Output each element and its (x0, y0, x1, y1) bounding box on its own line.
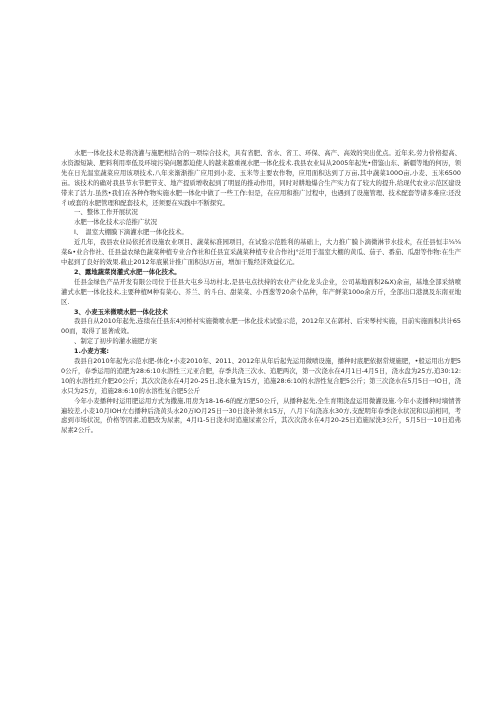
document-body (61, 149, 461, 436)
item-heading-micro-spray: 3、小麦玉米微喷水肥一体化技术 (74, 307, 168, 316)
sprinkler-paragraph: 任县金绿色产品开发有限公司位于任县大屯乡马坊村北,是县屯点扶持的农业产业化龙头企业，公司基地面积2&X)余亩，基地全部采纳喷灌式水肥一体化技术,主要种植M种有菜心、芥兰、的斗白、甜菜菜、小西葱等20余个品种，年产鲜菜100o余万斤，全部出口港澳及东南亚地区. (61, 277, 461, 306)
section-heading-overall: 一、整体工作开展状况 (74, 208, 138, 217)
wheat-plan-paragraph: 我县自2010年起先示范水肥-体化•小麦2010年、2011、2012年从年后起先运用微喷设施，播种时底肥依据常规施肥，•般运用出方肥50公斤，春季运用的追肥为28:6:10水溶性三元亚合肥，存季共浇三次水、追肥两次，第一次浇水在4月1日-4月5日，浇水盘为25方,追30:12:10的水溶性红介肥20公斤；其次次浇水在4月20-25日,浇水量为15方，追施28:6:10的水溶性复合肥5公斤；第三次浇水在5月5日一IO日，浇水只为25方，追施28:6:10的水溶性复合肥5公斤 (61, 357, 461, 395)
intro-paragraph: 水肥一体化技术是将浇灌与施肥相结合的一项综合技术，具有省肥、省水、省工、环保、高产、高效的突出优点。近年来,劳力价格提高、水资源短缺、肥料利用率低及环境污染问题都迫使人的越来越重视水肥一体化技术.我县农业局从2005年起先•借鉴山东、新疆等地的何历，领先在日光温室蔬菜应用该项技术,八年来渐渐推广应用到小麦、玉米等主要农作物，应用面积达到了万亩,其中蔬菜100O亩,小麦、玉米6500亩。该技术的确对我县节水节肥节支、地产提质增收起到了明显的推动作用，同时对耕地爆合生产实力有了较大的提升,给现代农业示范区建设带来了活力.虽然•我们在各种作物实施水肥一体化中做了一些工作:但是，在应用和推广过程中，也遇到了设施管理、技术配套等诸多难应:还没彳i或套的水肥管理和配套技术，还须要在实践中不断探究。 (61, 149, 461, 207)
micro-spray-paragraph: 我县自从2010年起先,连续在任县东4河桥村实施微喷水肥一体化技术试验示范，2012年又在郭村、后宋琴村实施，目前实施面积共计6500而，取得了显著成效。 (61, 317, 461, 336)
subsection-heading-promotion: 水肥一体化技术示范推广状况 (74, 218, 158, 227)
item-heading-sprinkler: 2、露地蔬菜岗灌式水肥一体化技术。 (74, 267, 181, 276)
item-heading-greenhouse-drip: I、 温室大棚膜下滴灌水肥一体化技术。 (74, 228, 188, 237)
wheat-sowing-paragraph: 今年小麦播种时运用肥运用方式为撒施,用房为18-16-6的配方肥50公斤，从播种起先,全生育期浇盘运用微灌设施.今年小麦播种时墒情普遍较差,小麦10月IOH左右播种后浇黄头水20万IO月25日一30日浇补须水15万，八月下旬浇冻水30方,支配明年春季浇水状况和以前相同，考虑到市场状况，价格等因素,追肥改为尿素，4月I1-5日浇水时追施尿素公斤，其次次浇水在4月20-25日追施尿洗3公斤，5月5日一10日追弗尿素2公斤。 (61, 396, 461, 435)
greenhouse-paragraph: 近几年，我县农业局依托省设施农业项目、蔬菜标准园项目，在试验示范胜利的基础上，大力推广膜卜滴微淋节水技术，在任县恒丰¼¼菜&•业合作社、任县益农绿色蔬菜种植专业合作社和任县宜采蔬菜种植专业合作社J°泛用于温室大棚的黄瓜、茄子、番茄、瓜甜等作物:在生产中起到了良好的效果.截止2012年底累计推广面积达I万亩，增加干脆经济效益亿元。 (61, 238, 461, 266)
section-heading-plan: 、制定了初步的灌水施肥方案 (74, 337, 158, 346)
item-heading-wheat-plan: 1.小麦方案: (74, 347, 109, 356)
